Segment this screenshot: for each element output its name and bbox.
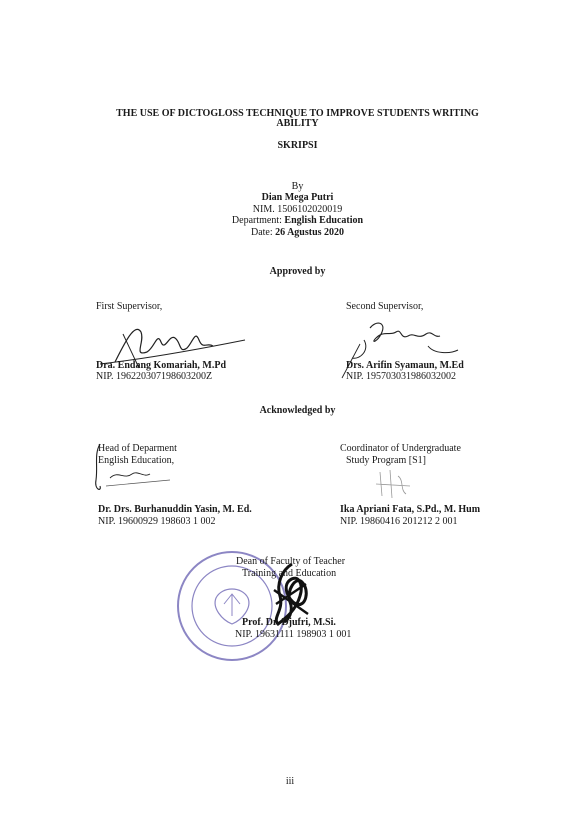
first-supervisor-name: Dra. Endang Komariah, M.Pd	[96, 360, 227, 371]
first-supervisor-role: First Supervisor,	[96, 301, 163, 312]
doc-type: SKRIPSI	[277, 140, 318, 151]
title-line-1: THE USE OF DICTOGLOSS TECHNIQUE TO IMPROVE STUDENTS WRITING	[116, 108, 479, 119]
second-supervisor-role: Second Supervisor,	[346, 301, 424, 312]
student-nim: NIM. 1506102020019	[252, 204, 343, 215]
head-of-department-name: Dr. Drs. Burhanuddin Yasin, M. Ed.	[98, 504, 252, 515]
head-of-department-role-line-2: English Education,	[98, 455, 175, 466]
department-line	[60, 215, 535, 227]
first-supervisor-nip: NIP. 196220307198603200Z	[96, 371, 213, 382]
coordinator-role-line-2: Study Program [S1]	[346, 455, 426, 466]
date-line	[60, 227, 535, 239]
head-of-department-nip: NIP. 19600929 198603 1 002	[98, 516, 216, 527]
head-of-department-role-line-1: Head of Deparment	[98, 443, 177, 454]
dean-role-line-1: Dean of Faculty of Teacher	[236, 556, 346, 567]
coordinator-name: Ika Apriani Fata, S.Pd., M. Hum	[340, 504, 481, 515]
coordinator-nip: NIP. 19860416 201212 2 001	[340, 516, 458, 527]
dean-nip: NIP. 19631111 198903 1 001	[235, 629, 352, 640]
page-number: iii	[285, 776, 295, 787]
head-of-department-signature	[88, 440, 188, 500]
title-line-2: ABILITY	[276, 118, 319, 129]
date-label: Date:	[250, 227, 276, 238]
author-name: Dian Mega Putri	[261, 192, 334, 203]
second-supervisor-name: Drs. Arifin Syamaun, M.Ed	[346, 360, 464, 371]
coordinator-role-line-1: Coordinator of Undergraduate	[340, 443, 461, 454]
coordinator-signature	[370, 466, 420, 502]
date-value: 26 Agustus 2020	[275, 227, 345, 238]
acknowledged-by-heading: Acknowledged by	[259, 405, 336, 416]
dean-name: Prof. Dr. Djufri, M.Si.	[242, 617, 336, 628]
department-value: English Education	[284, 215, 364, 226]
dean-role-line-2: Training and Education	[242, 568, 337, 579]
second-supervisor-nip: NIP. 195703031986032002	[346, 371, 457, 382]
approved-by-heading: Approved by	[269, 266, 326, 277]
by-label: By	[291, 181, 304, 192]
department-label: Department:	[231, 215, 285, 226]
